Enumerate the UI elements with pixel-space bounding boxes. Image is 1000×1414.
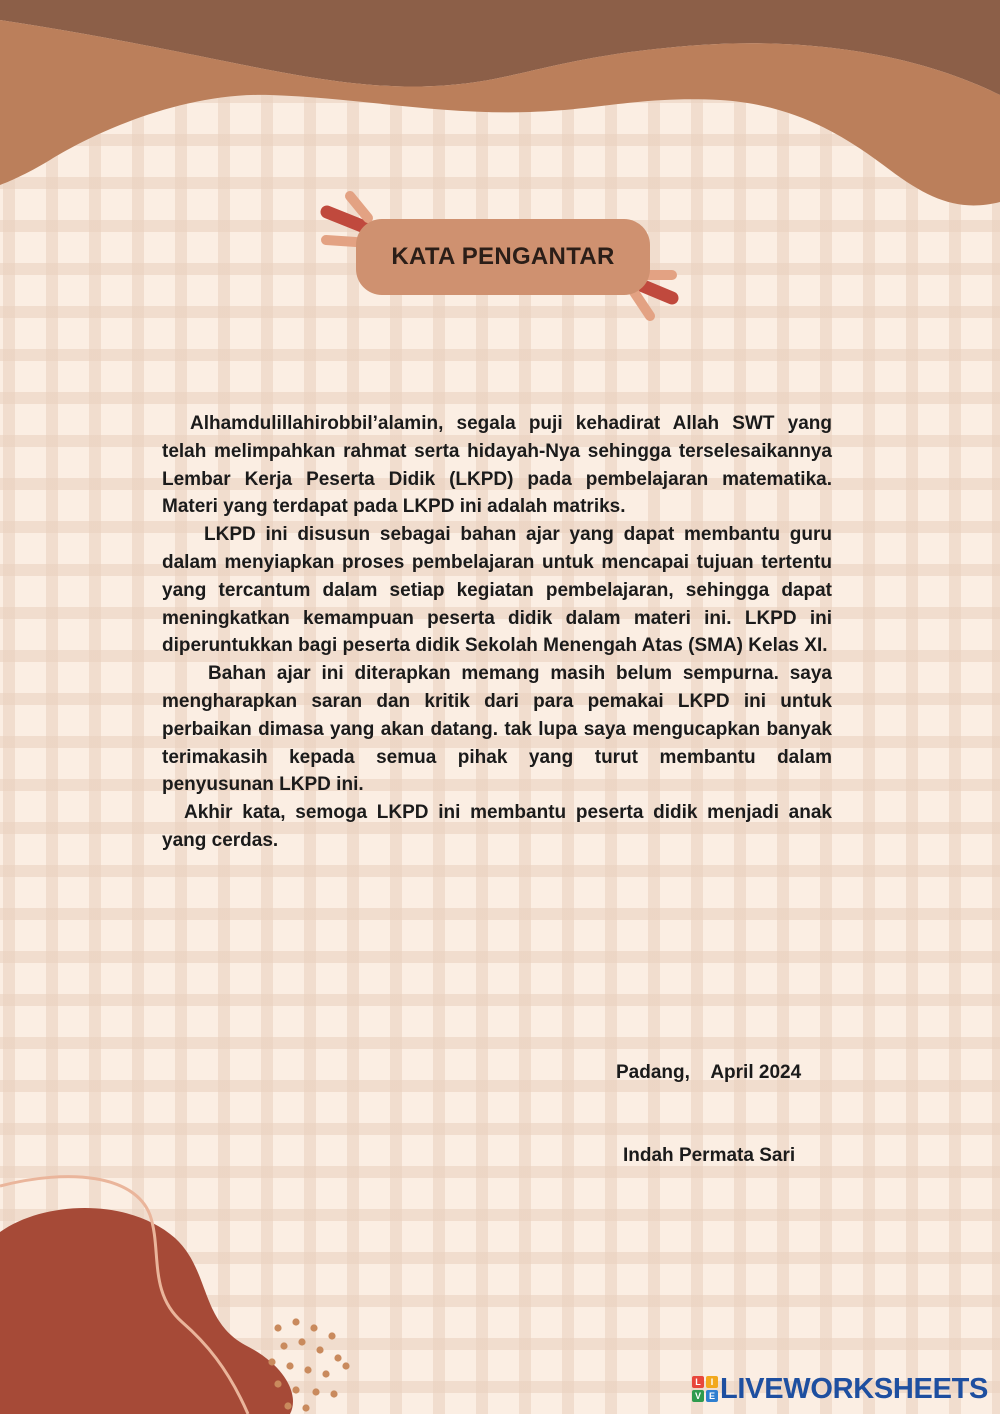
logo-letter-i: I: [706, 1376, 718, 1388]
logo-letter-l: L: [692, 1376, 704, 1388]
title-badge: [356, 219, 650, 295]
bottom-curve-line: [0, 1177, 248, 1414]
liveworksheets-logo-text: LIVEWORKSHEETS: [720, 1372, 989, 1405]
signature-place-date: Padang, April 2024: [616, 1062, 802, 1083]
logo-letter-v: V: [692, 1390, 704, 1402]
bottom-left-blob: [0, 1208, 293, 1414]
paragraph-3: Bahan ajar ini diterapkan memang masih belum sempurna. saya mengharapkan saran dan kritik dari para pemakai LKPD ini untuk perbaikan dimasa yang akan datang. tak lupa saya mengucapkan banyak terimakasih kepada semua pihak yang turut membantu dalam penyusunan LKPD ini.: [162, 663, 832, 796]
liveworksheets-logo-icon: [692, 1376, 718, 1402]
page-title: KATA PENGANTAR: [391, 243, 615, 270]
foreword-body: [162, 410, 832, 855]
dot-pattern: [268, 1318, 349, 1411]
paragraph-4: Akhir kata, semoga LKPD ini membantu peserta didik menjadi anak yang cerdas.: [162, 802, 832, 851]
paragraph-2: LKPD ini disusun sebagai bahan ajar yang dapat membantu guru dalam menyiapkan proses pembelajaran untuk mencapai tujuan tertentu yang tercantum dalam setiap kegiatan pembelajaran, sehingga dapat meningkatkan kemampuan peserta didik dalam materi ini. LKPD ini diperuntukkan bagi peserta didik Sekolah Menengah Atas (SMA) Kelas XI.: [162, 524, 832, 657]
signature-name: Indah Permata Sari: [623, 1145, 796, 1166]
logo-letter-e: E: [706, 1390, 718, 1402]
paragraph-1: Alhamdulillahirobbil’alamin, segala puji kehadirat Allah SWT yang telah melimpahkan rahmat serta hidayah-Nya sehingga terselesaikannya Lembar Kerja Peserta Didik (LKPD) pada pembelajaran matematika. Materi yang terdapat pada LKPD ini adalah matriks.: [162, 413, 832, 518]
liveworksheets-logo: [692, 1372, 988, 1406]
